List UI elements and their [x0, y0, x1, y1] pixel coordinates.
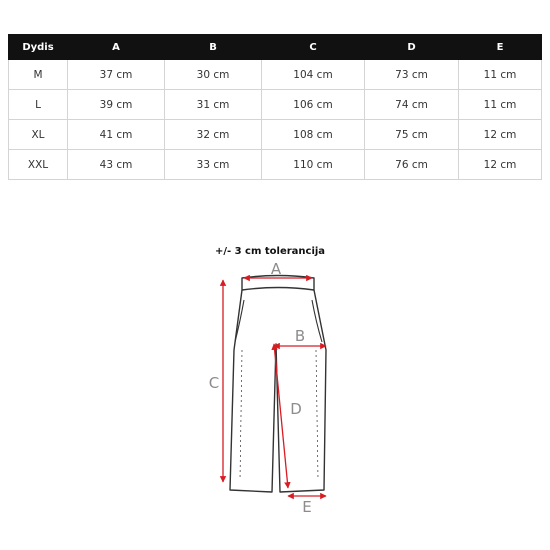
pants-measurement-diagram	[190, 240, 350, 530]
header-b: B	[165, 35, 262, 60]
table-row	[9, 150, 542, 180]
cell-a: 41 cm	[68, 120, 165, 150]
cell-e: 12 cm	[459, 150, 542, 180]
cell-e: 11 cm	[459, 90, 542, 120]
table-header-row	[9, 35, 542, 60]
dimension-a-label: A	[270, 260, 282, 278]
dimension-c-label: C	[208, 374, 220, 392]
cell-size: M	[9, 60, 68, 90]
cell-c: 106 cm	[262, 90, 365, 120]
header-e: E	[459, 35, 542, 60]
header-size: Dydis	[9, 35, 68, 60]
cell-size: XL	[9, 120, 68, 150]
dimension-d-arrow	[274, 344, 288, 488]
cell-a: 37 cm	[68, 60, 165, 90]
pants-figure	[190, 240, 350, 530]
cell-size: XXL	[9, 150, 68, 180]
cell-size: L	[9, 90, 68, 120]
cell-b: 32 cm	[165, 120, 262, 150]
cell-d: 74 cm	[365, 90, 459, 120]
table-row	[9, 60, 542, 90]
cell-a: 39 cm	[68, 90, 165, 120]
dimension-e-label: E	[302, 498, 312, 516]
header-a: A	[68, 35, 165, 60]
cell-c: 108 cm	[262, 120, 365, 150]
cell-b: 33 cm	[165, 150, 262, 180]
cell-d: 76 cm	[365, 150, 459, 180]
cell-b: 30 cm	[165, 60, 262, 90]
dimension-b-label: B	[294, 327, 306, 345]
cell-b: 31 cm	[165, 90, 262, 120]
cell-c: 110 cm	[262, 150, 365, 180]
cell-d: 75 cm	[365, 120, 459, 150]
table-row	[9, 90, 542, 120]
cell-d: 73 cm	[365, 60, 459, 90]
cell-c: 104 cm	[262, 60, 365, 90]
header-c: C	[262, 35, 365, 60]
dimension-d-label: D	[290, 400, 302, 418]
cell-e: 11 cm	[459, 60, 542, 90]
table-row	[9, 120, 542, 150]
size-chart-table	[8, 34, 542, 180]
header-d: D	[365, 35, 459, 60]
cell-a: 43 cm	[68, 150, 165, 180]
tolerance-note: +/- 3 cm tolerancija	[214, 246, 326, 257]
cell-e: 12 cm	[459, 120, 542, 150]
